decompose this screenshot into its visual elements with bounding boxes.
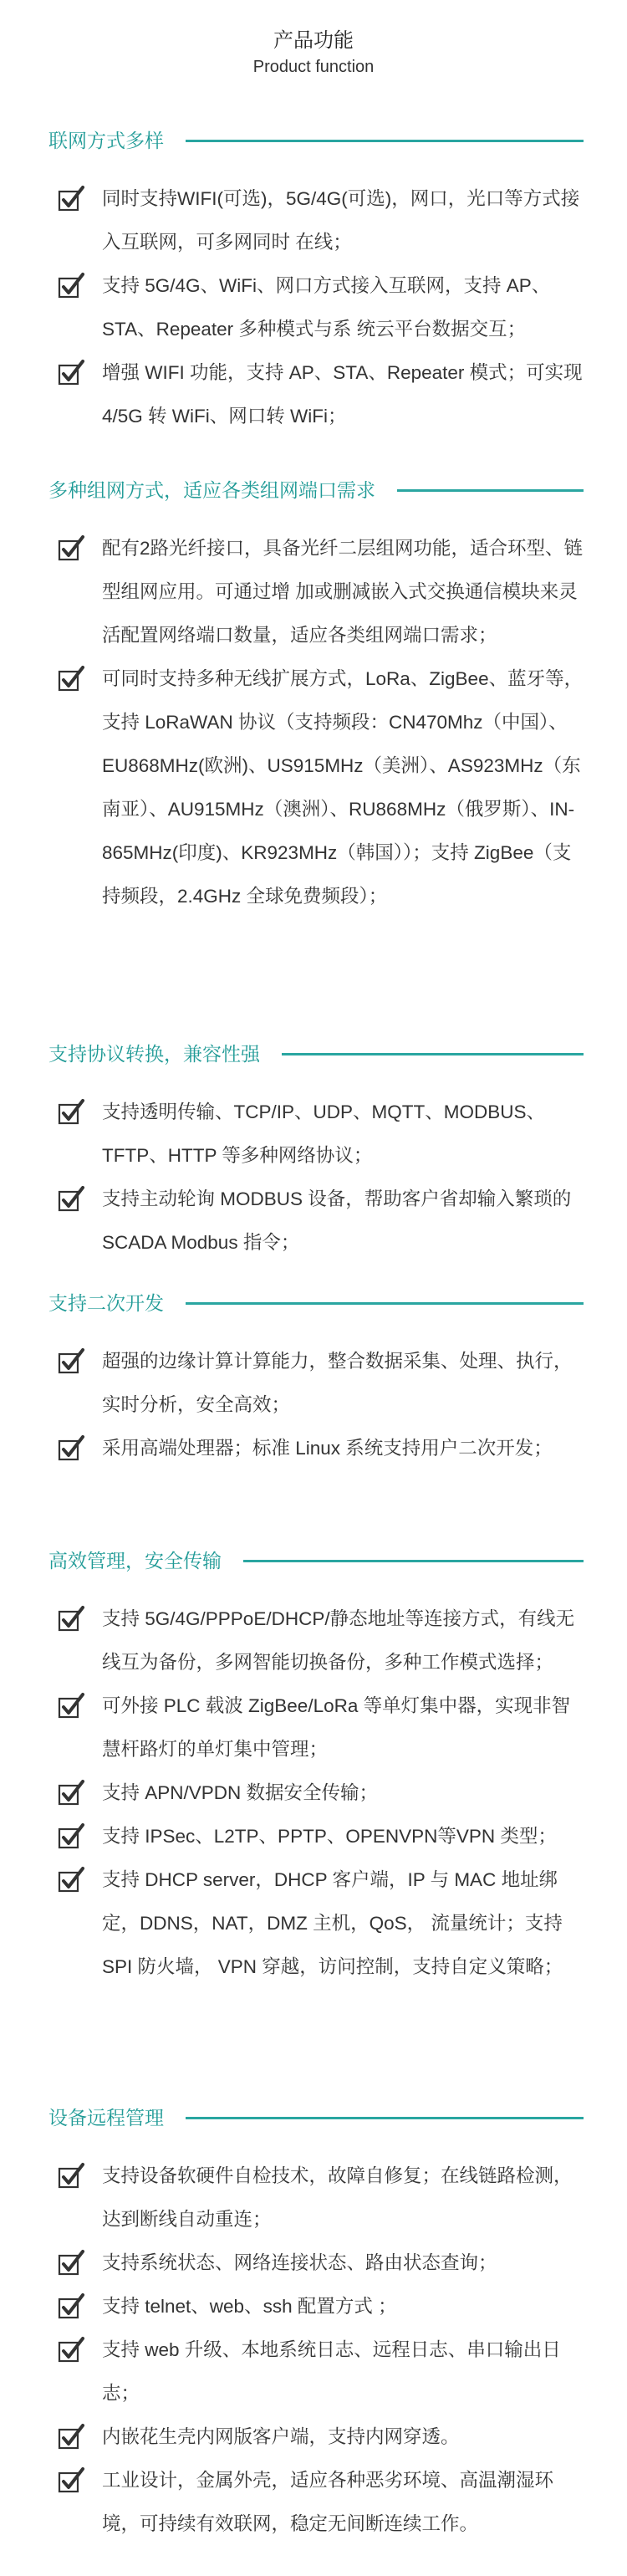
section-header — [48, 2101, 584, 2134]
feature-item — [48, 1427, 584, 1470]
feature-item — [48, 1815, 584, 1858]
checkbox-check-icon — [57, 359, 85, 387]
section-remote-management — [48, 2101, 584, 2546]
page-title: 产品功能 — [273, 29, 354, 52]
feature-item — [48, 1684, 584, 1771]
feature-item — [48, 657, 584, 918]
section-networking — [48, 124, 584, 438]
feature-text: 超强的边缘计算计算能力，整合数据采集、处理、执行，实时分析，安全高效； — [102, 1351, 573, 1415]
section-secondary-dev — [48, 1286, 584, 1470]
section-divider — [282, 1053, 584, 1055]
checkbox-check-icon — [57, 1779, 85, 1807]
feature-item — [48, 1091, 584, 1178]
feature-item — [48, 177, 584, 264]
section-header — [48, 1544, 584, 1577]
page-subtitle: Product function — [252, 58, 375, 76]
section-divider — [186, 2117, 584, 2119]
feature-text: 工业设计，金属外壳，适应各种恶劣环境、高温潮湿环境，可持续有效联网，稳定无间断连续工作。 — [102, 2470, 554, 2534]
feature-item — [48, 2459, 584, 2546]
feature-item — [48, 2285, 584, 2328]
section-divider — [397, 489, 584, 492]
checkbox-check-icon — [57, 1605, 85, 1633]
section-divider — [186, 1302, 584, 1305]
feature-text: 支持 web 升级、本地系统日志、远程日志、串口输出日志； — [102, 2339, 561, 2404]
feature-item — [48, 1340, 584, 1427]
checkbox-check-icon — [57, 1866, 85, 1894]
checkbox-check-icon — [57, 1347, 85, 1376]
feature-text: 支持 IPSec、L2TP、PPTP、OPENVPN等VPN 类型； — [102, 1826, 557, 1847]
feature-text: 支持 5G/4G/PPPoE/DHCP/静态地址等连接方式，有线无线互为备份，多网智能切换备份，多种工作模式选择； — [102, 1608, 575, 1673]
feature-text: 支持系统状态、网络连接状态、路由状态查询； — [102, 2252, 497, 2273]
feature-text: 支持 telnet、web、ssh 配置方式 ； — [102, 2296, 397, 2317]
feature-item — [48, 527, 584, 657]
section-title: 设备远程管理 — [48, 2107, 164, 2129]
feature-list — [48, 1340, 584, 1470]
feature-list — [48, 177, 584, 438]
feature-item — [48, 2241, 584, 2285]
section-title: 高效管理，安全传输 — [48, 1550, 222, 1572]
section-title: 多种组网方式，适应各类组网端口需求 — [48, 479, 375, 501]
checkbox-check-icon — [57, 2466, 85, 2495]
page-header — [0, 27, 627, 79]
feature-list — [48, 1091, 584, 1265]
checkbox-check-icon — [57, 2336, 85, 2364]
checkbox-check-icon — [57, 534, 85, 563]
feature-text: 同时支持WIFI(可选)，5G/4G(可选)，网口，光口等方式接入互联网，可多网同时 在线； — [102, 188, 580, 253]
section-title: 联网方式多样 — [48, 130, 164, 151]
feature-list — [48, 1597, 584, 1989]
checkbox-check-icon — [57, 1185, 85, 1214]
feature-text: 可外接 PLC 载波 ZigBee/LoRa 等单灯集中器，实现非智慧杆路灯的单灯集中管理； — [102, 1695, 571, 1760]
feature-text: 支持主动轮询 MODBUS 设备，帮助客户省却输入繁琐的 SCADA Modbus 指令； — [102, 1188, 572, 1253]
feature-item — [48, 2328, 584, 2415]
feature-item — [48, 1178, 584, 1265]
checkbox-check-icon — [57, 1822, 85, 1851]
feature-text: 内嵌花生壳内网版客户端，支持内网穿透。 — [102, 2426, 460, 2447]
feature-list — [48, 527, 584, 918]
section-header — [48, 124, 584, 157]
checkbox-check-icon — [57, 2162, 85, 2190]
section-title: 支持协议转换，兼容性强 — [48, 1043, 260, 1065]
checkbox-check-icon — [57, 1098, 85, 1127]
section-header — [48, 1286, 584, 1320]
section-header — [48, 473, 584, 507]
checkbox-check-icon — [57, 1434, 85, 1463]
feature-text: 可同时支持多种无线扩展方式，LoRa、ZigBee、蓝牙等，支持 LoRaWAN 协议（支持频段：CN470Mhz（中国）、EU868MHz(欧洲)、US915MHz（美洲）、AS923MHz（东南亚）、AU915MHz（澳洲）、RU868MHz（俄罗斯）、IN-865MHz(印度)、KR923MHz（韩国））；支持 ZigBee（支持频段，2.4GHz 全球免费频段）； — [102, 668, 584, 907]
section-header — [48, 1037, 584, 1071]
section-management — [48, 1544, 584, 1989]
feature-item — [48, 1858, 584, 1989]
feature-item — [48, 1771, 584, 1815]
section-title: 支持二次开发 — [48, 1292, 164, 1314]
feature-text: 支持透明传输、TCP/IP、UDP、MQTT、MODBUS、TFTP、HTTP 等多种网络协议； — [102, 1101, 546, 1166]
checkbox-check-icon — [57, 185, 85, 213]
section-multi-networking — [48, 473, 584, 918]
section-protocol — [48, 1037, 584, 1265]
checkbox-check-icon — [57, 1692, 85, 1720]
feature-item — [48, 2154, 584, 2241]
feature-item — [48, 351, 584, 438]
checkbox-check-icon — [57, 2249, 85, 2277]
feature-text: 采用高端处理器；标准 Linux 系统支持用户二次开发； — [102, 1438, 553, 1459]
checkbox-check-icon — [57, 665, 85, 693]
checkbox-check-icon — [57, 272, 85, 300]
checkbox-check-icon — [57, 2423, 85, 2451]
feature-text: 增强 WIFI 功能，支持 AP、STA、Repeater 模式；可实现 4/5G 转 WiFi、网口转 WiFi； — [102, 362, 583, 427]
checkbox-check-icon — [57, 2292, 85, 2321]
feature-list — [48, 2154, 584, 2546]
section-divider — [243, 1560, 584, 1562]
feature-text: 支持 APN/VPDN 数据安全传输； — [102, 1782, 379, 1803]
feature-item — [48, 264, 584, 351]
feature-text: 支持 5G/4G、WiFi、网口方式接入互联网，支持 AP、STA、Repeater 多种模式与系 统云平台数据交互； — [102, 275, 551, 340]
section-divider — [186, 140, 584, 142]
feature-text: 支持设备软硬件自检技术，故障自修复；在线链路检测，达到断线自动重连； — [102, 2165, 573, 2230]
feature-item — [48, 1597, 584, 1684]
feature-text: 支持 DHCP server，DHCP 客户端，IP 与 MAC 地址绑定，DDNS，NAT，DMZ 主机，QoS， 流量统计；支持 SPI 防火墙， VPN 穿越，访问控制，支持自定义策略； — [102, 1869, 563, 1977]
feature-text: 配有2路光纤接口，具备光纤二层组网功能，适合环型、链型组网应用。可通过增 加或删减嵌入式交换通信模块来灵活配置网络端口数量，适应各类组网端口需求； — [102, 538, 584, 646]
feature-item — [48, 2415, 584, 2459]
